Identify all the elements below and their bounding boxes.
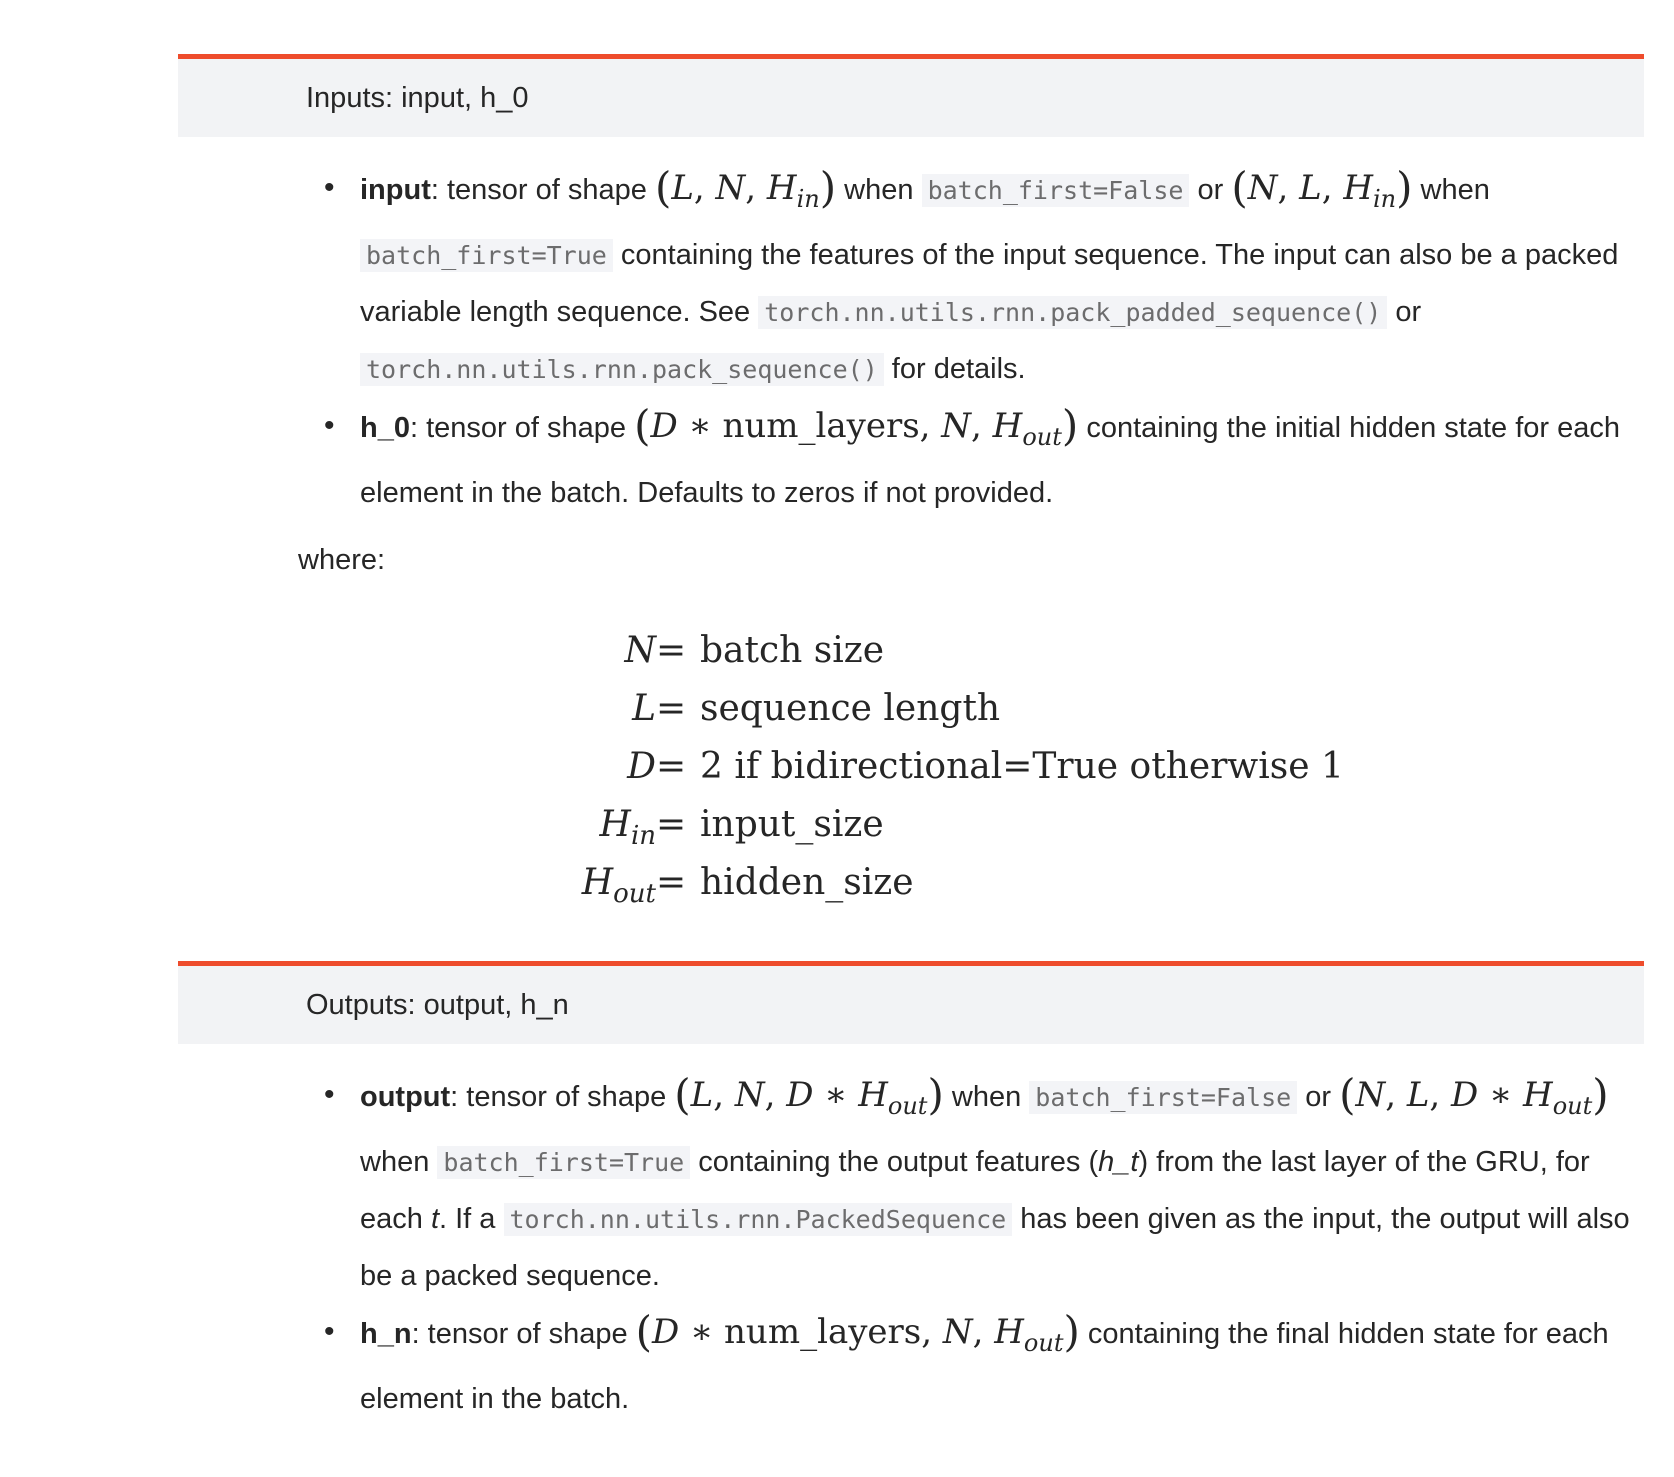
text: for details.: [883, 352, 1026, 385]
math-shape: (L, N, D ∗ $H_{out}$): [674, 1070, 944, 1120]
text: when: [360, 1145, 438, 1178]
equals-sign: =: [656, 746, 687, 787]
text: : tensor of shape: [409, 411, 635, 444]
text: or: [1189, 174, 1232, 206]
inline-code-link[interactable]: torch.nn.utils.rnn.PackedSequence: [504, 1203, 1013, 1236]
param-line: [360, 160, 1640, 227]
equation-rhs: batch size: [700, 630, 885, 671]
param-hn: [300, 1304, 1640, 1427]
text: variable length sequence. See: [360, 295, 759, 328]
text: containing the output features (: [690, 1145, 1099, 1178]
param-name: h_n: [360, 1317, 412, 1350]
param-line: [360, 341, 1640, 398]
math-shape: (N, L, D ∗ $H_{out}$): [1339, 1070, 1609, 1120]
bullet-icon: •: [324, 408, 335, 442]
equation-row: [470, 738, 1370, 796]
inline-code: batch_first=True: [360, 239, 613, 272]
param-h0: [300, 398, 1640, 521]
text: element in the batch.: [360, 1382, 630, 1415]
equation-lhs: $H_{in}$: [599, 804, 656, 852]
math-shape: (D ∗ num_layers, N, $H_{out}$): [635, 1306, 1080, 1357]
outputs-admonition: [178, 961, 1644, 1044]
bullet-icon: •: [324, 171, 335, 204]
param-line: [360, 1304, 1640, 1371]
where-label: where:: [298, 544, 386, 576]
inputs-title: Inputs: input, h_0: [306, 82, 529, 114]
equation-rhs: 2 if bidirectional=True otherwise 1: [700, 746, 1344, 787]
equation-lhs: $H_{out}$: [581, 862, 656, 910]
equals-sign: =: [656, 630, 687, 671]
param-input: [300, 160, 1640, 398]
inputs-admonition: [178, 54, 1644, 137]
inline-code: batch_first=False: [922, 174, 1190, 207]
equation-row: [470, 854, 1370, 912]
text: when: [836, 174, 922, 206]
equals-sign: =: [656, 804, 687, 845]
text: containing the features of the input sequence. The input can also be a packed: [612, 238, 1619, 271]
param-name: output: [360, 1081, 451, 1113]
text: when: [1412, 174, 1490, 206]
emphasis: t: [430, 1202, 440, 1235]
param-output: [300, 1067, 1640, 1304]
param-name: h_0: [360, 411, 410, 444]
text: when: [943, 1081, 1030, 1113]
text: : tensor of shape: [430, 174, 655, 206]
bullet-icon: •: [324, 1078, 335, 1111]
param-line: [360, 284, 1640, 341]
param-line: [360, 398, 1640, 465]
math-shape: (D ∗ num_layers, N, $H_{out}$): [634, 400, 1079, 451]
text: or: [1297, 1081, 1340, 1113]
param-line: [360, 465, 1640, 521]
text: be a packed sequence.: [360, 1259, 660, 1292]
inline-code: batch_first=True: [437, 1146, 690, 1179]
param-line: [360, 1134, 1640, 1191]
equals-sign: =: [656, 688, 687, 729]
equation-row: [470, 796, 1370, 854]
text: element in the batch. Defaults to zeros if not provided.: [360, 476, 1054, 509]
text: containing the final hidden state for each: [1079, 1317, 1609, 1350]
equation-rhs: hidden_size: [700, 862, 914, 903]
equation-lhs: N: [624, 630, 656, 671]
text: each: [360, 1202, 431, 1235]
inline-code-link[interactable]: torch.nn.utils.rnn.pack_padded_sequence(): [758, 296, 1387, 329]
equation-row: [470, 622, 1370, 680]
emphasis: h_t: [1098, 1145, 1139, 1178]
outputs-list: [300, 1067, 1640, 1427]
outputs-title: Outputs: output, h_n: [306, 989, 569, 1021]
param-line: [360, 1067, 1640, 1134]
param-line: [360, 1191, 1640, 1248]
text: or: [1387, 295, 1422, 328]
bullet-icon: •: [324, 1314, 335, 1348]
text: : tensor of shape: [411, 1317, 636, 1350]
param-line: [360, 1371, 1640, 1427]
text: . If a: [439, 1202, 504, 1235]
text: containing the initial hidden state for each: [1078, 411, 1620, 444]
param-name: input: [360, 174, 431, 206]
equation-lhs: D: [627, 746, 656, 787]
inline-code: batch_first=False: [1029, 1081, 1297, 1114]
text: ) from the last layer of the GRU, for: [1138, 1145, 1590, 1178]
equation-rhs: sequence length: [700, 688, 1001, 729]
param-line: [360, 1248, 1640, 1304]
text: : tensor of shape: [450, 1081, 675, 1113]
math-shape: (L, N, $H_{in}$): [654, 163, 837, 213]
equation-row: [470, 680, 1370, 738]
equation-rhs: input_size: [700, 804, 884, 845]
equals-sign: =: [656, 862, 687, 903]
math-shape: (N, L, $H_{in}$): [1231, 163, 1413, 213]
equation-lhs: L: [632, 688, 656, 729]
text: has been given as the input, the output will also: [1012, 1202, 1630, 1235]
param-line: [360, 227, 1640, 284]
equation-block: [470, 622, 1370, 912]
inline-code-link[interactable]: torch.nn.utils.rnn.pack_sequence(): [360, 353, 884, 386]
inputs-list: [300, 160, 1640, 521]
